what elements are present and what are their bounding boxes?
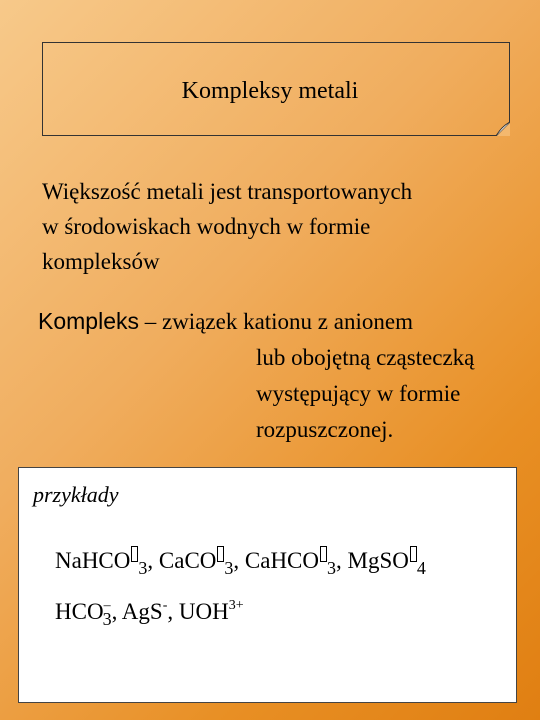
intro-line: Większość metali jest transportowanych: [42, 179, 413, 204]
formula-line-1: NaHCO $_3$, CaCO $_3$, CaHCO $_3$, MgSO $_4$: [55, 548, 426, 578]
definition-line: rozpuszczonej.: [256, 417, 394, 442]
intro-paragraph: [42, 174, 512, 279]
formula: $HCO^-_3$: [55, 598, 112, 629]
definition-line: lub obojętną cząsteczką: [256, 345, 475, 370]
formula: CaCO $_3$: [158, 548, 234, 578]
formula: NaHCO $_3$: [55, 548, 148, 578]
slide-title: Kompleksy metali: [181, 78, 359, 104]
placeholder-box-icon: [320, 546, 327, 562]
placeholder-box-icon: [410, 546, 417, 562]
intro-line: kompleksów: [42, 249, 160, 274]
intro-line: w środowiskach wodnych w formie: [42, 214, 371, 239]
definition: [38, 303, 528, 448]
formula-line-2: $HCO^-_3$, AgS-, $UOH^{3+}$: [55, 598, 244, 629]
formula: AgS-: [121, 598, 168, 624]
definition-line: występujący w formie: [256, 381, 461, 406]
page-fold-icon: [496, 122, 510, 136]
examples-label: przykłady: [33, 482, 119, 507]
definition-first-line: – związek kationu z anionem: [138, 309, 413, 334]
formula: $UOH^{3+}$: [178, 598, 244, 624]
formula: CaHCO $_3$: [244, 548, 337, 578]
examples-box: [18, 467, 517, 703]
definition-term: Kompleks: [38, 308, 139, 334]
formula: MgSO $_4$: [347, 548, 426, 578]
